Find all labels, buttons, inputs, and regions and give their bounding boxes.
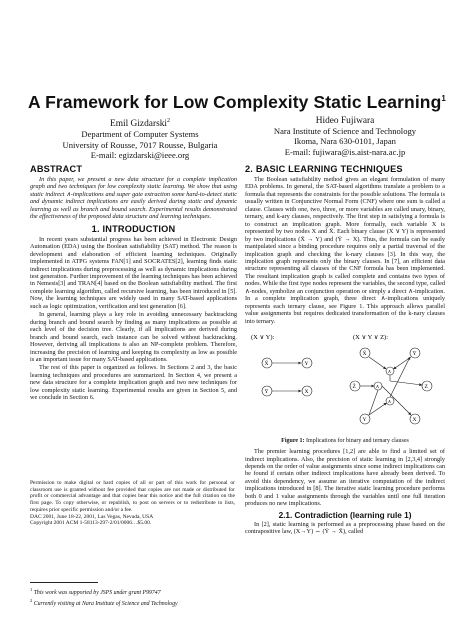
title-text: A Framework for Low Complexity Static Learning xyxy=(28,92,442,112)
binary-clause-graph xyxy=(262,358,312,396)
node-label: X xyxy=(304,389,309,396)
svg-text:Z̄: Z̄ xyxy=(352,384,356,391)
page-title xyxy=(0,92,474,113)
section2-heading: 2. BASIC LEARNING TECHNIQUES xyxy=(245,164,403,174)
right-column xyxy=(245,164,445,537)
author-address: Ikoma, Nara 630-0101, Japan xyxy=(294,136,396,147)
subsection-heading: 2.1. Contradiction (learning rule 1) xyxy=(278,510,412,520)
intro-paragraph: The rest of this paper is organized as follows. In Sections 2 and 3, the basic learning techniques and procedures are summarized. In Section 4, we present a new data structure for a complete implication graph and two new techniques for low complexity static learning. Experimental results are given in Section 5, and we conclude in Section 6. xyxy=(30,364,237,402)
node-label: Ȳ xyxy=(264,389,269,396)
figure-1 xyxy=(245,329,445,437)
abstract-text: In this paper, we present a new data structure for a complete implication graph and two techniques for low complexity static learning. We show that using static indirect ∧-implications and super gate extraction some hard-to-detect static and dynamic indirect implications are easily derived during static and dynamic learning as well as branch and bound search. Experimental results demonstrated the effectiveness of the proposed data structure and learning techniques. xyxy=(30,176,237,221)
svg-text:X: X xyxy=(412,417,417,424)
subsection-paragraph: In [2], static learning is performed as a preprocessing phase based on the contrapositive law, (X→Y) ⇔ (Ȳ → X̄), called xyxy=(245,520,445,536)
svg-text:∧: ∧ xyxy=(387,400,392,406)
introduction-heading: 1. INTRODUCTION xyxy=(91,223,176,234)
author-email: E-mail: fujiwara@is.aist-nara.ac.jp xyxy=(284,146,406,157)
footnote: $^1$ This work was supported by JSPS under grant P99747 xyxy=(30,587,161,596)
node-label: X̄ xyxy=(264,361,269,368)
abstract-heading: ABSTRACT xyxy=(30,164,83,174)
title-footnote-marker: 1 xyxy=(441,94,446,104)
svg-text:Z: Z xyxy=(424,384,428,391)
copyright-info: Copyright 2001 ACM 1-58113-297-2/01/0006…$5.00. xyxy=(30,520,152,527)
figure-left-label: (X ∨ Y): xyxy=(251,334,275,342)
author-block-2 xyxy=(245,116,445,157)
implication-graph-diagram xyxy=(245,329,445,437)
permission-notice xyxy=(30,480,235,527)
author-affiliation: Nara Institute of Science and Technology xyxy=(273,126,417,137)
author-email: E-mail: egizdarski@ieee.org xyxy=(90,149,190,160)
author-affiliation: Department of Computer Systems xyxy=(81,129,199,140)
svg-text:∧: ∧ xyxy=(375,385,380,391)
author-name: Hideo Fujiwara xyxy=(315,116,375,126)
author-name: Emil Gizdarski$^2$ xyxy=(109,118,171,130)
node-label: Y xyxy=(304,361,309,368)
section2-paragraph: The premier learning procedures [1,2] are able to find a limited set of indirect implications. Also, the precision of static learning in [2,3,4] strongly depends on the order of value assignments since some indirect implications can be found if certain other indirect implications have already been derived. To avoid this dependency, we assume an iterative computation of the indirect implications introduced in [8]. The iterative static learning procedure performs both 0 and 1 value assignments through the variables until one full iteration produces no new implications. xyxy=(245,448,445,508)
conference-info: DAC 2001, June 18-22, 2001, Las Vegas, Nevada, USA xyxy=(30,513,154,520)
footnote: $^2$ Currently visiting at Nara Institute of Science and Technology xyxy=(30,597,178,607)
intro-paragraph: In general, learning plays a key role in avoiding unnecessary backtracking during branch and bound search by finding as many implications as possible at each level of the decision tree. Clearly, if all implications are derived during branch and bound search, each instance can be solved without backtracking. However, deriving all implications is also an NP-complete problem. Therefore, increasing the precision of learning and keeping its complexity as low as possible is an important issue for many SAT-based applications. xyxy=(30,311,237,363)
permission-text: Permission to make digital or hard copies of all or part of this work for personal or classroom use is granted without fee provided that copies are not made or distributed for profit or commercial advantage and that copies bear this notice and the full citation on the first page. To copy otherwise, or republish, to post on servers or to redistribute to lists, requires prior specific permission and/or a fee. xyxy=(30,480,235,513)
footnotes xyxy=(30,586,237,608)
svg-text:X̄: X̄ xyxy=(362,351,367,358)
left-column xyxy=(30,164,237,403)
svg-text:Ȳ: Ȳ xyxy=(412,351,417,358)
author-address: University of Rousse, 7017 Rousse, Bulgaria xyxy=(62,139,218,150)
footnote-divider xyxy=(30,582,98,583)
svg-text:Y: Y xyxy=(362,417,367,424)
ternary-clause-graph xyxy=(350,348,432,424)
author-block-1 xyxy=(40,116,240,160)
section2-paragraph: The Boolean satisfiability method gives an elegant formulation of many EDA problems. In general, the SAT-based algorithms translate a problem to a formula that represents the constraints for the possible solutions. The formula is usually written in Conjunctive Normal Form (CNF) where one sum is called a clause. Clauses with one, two, three, or more variables are called unary, binary, ternary, and k-ary clauses, respectively. The first step in satisfying a formula is to construct an implication graph. More formally, each variable X is represented by two nodes X and X̄. Each binary clause (X ∨ Y) is represented by two implications (X̄ → Y) and (Ȳ → X). Thus, the formula can be easily manipulated since a binding procedure requires only a partial traversal of the implication graph and checking the k-nary clauses [3]. In this way, the implication graph represents only the binary clauses. In [7], an efficient data structure representing all clauses of the CNF formula has been implemented. The resultant implication graph is called complete and contains two types of nodes. While the first type nodes represent the variables, the second type, called ∧-nodes, symbolize an conjunction operation or simply a direct ∧-implication. In a complete implication graph, three direct ∧-implications uniquely represents each ternary clause, see Figure 1. This approach allows parallel value assignments but requires dedicated transformation of the k-nary clauses into ternary. xyxy=(245,176,445,325)
figure-caption: Figure 1: Implications for binary and ternary clauses xyxy=(281,438,409,445)
svg-text:∧: ∧ xyxy=(387,370,392,376)
intro-paragraph: In recent years substantial progress has been achieved in Electronic Design Automation (EDA) using the Boolean satisfiability (SAT) method. The reason is development and elaboration of efficient learning techniques. Originally implemented in ATPG systems FAN[1] and SOCRATES[2], learning finds static indirect implications during preprocessing as well as dynamic implications during test generation. Further improvement of the learning techniques has been achieved in Nemesis[3] and TRAN[4] based on the Boolean satisfiability method. The first complete learning algorithm, called recursive learning, has been introduced in [5]. Now, the learning techniques are widely used in many SAT-based applications such as logic optimization, verification and test generation [6]. xyxy=(30,235,237,310)
figure-right-label: (X ∨ Y ∨ Z): xyxy=(353,334,389,342)
